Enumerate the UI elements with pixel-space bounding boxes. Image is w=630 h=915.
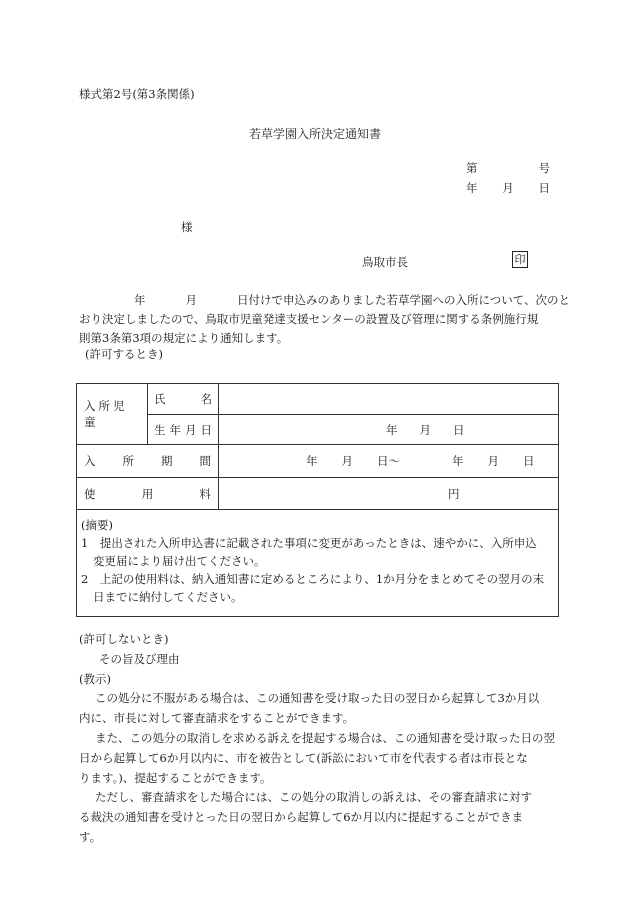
deny-heading: (許可しないとき) <box>79 632 169 646</box>
permit-heading: (許可するとき) <box>85 347 163 361</box>
table-row-birth <box>77 415 559 445</box>
birth-value-cell: 年 月 日 <box>219 415 559 445</box>
period-label-cell: 入 所 期 間 <box>77 445 219 478</box>
doc-date-day: 日 <box>538 181 550 195</box>
document-number <box>466 160 550 176</box>
addressee-suffix: 様 <box>181 220 193 234</box>
notes-heading: (摘要) <box>81 518 113 532</box>
document-date <box>466 180 550 196</box>
doc-number-suffix: 号 <box>538 161 550 175</box>
birth-label-cell: 生 年 月 日 <box>148 415 219 445</box>
deny-reason: その旨及び理由 <box>99 651 180 666</box>
instruction-p3-line-3: す。 <box>79 829 102 844</box>
table-row-fee <box>77 478 559 510</box>
notes-cell <box>77 510 559 617</box>
table-row-notes <box>77 510 559 617</box>
note-1-line-2: 変更届により届け出てください。 <box>93 554 266 568</box>
seal-mark: 印 <box>512 251 528 268</box>
doc-number-prefix: 第 <box>466 161 478 175</box>
name-value-cell <box>219 384 559 415</box>
fee-value-cell: 円 <box>219 478 559 510</box>
instruction-p2-line-1: また、この処分の取消しを求める訴えを提起する場合は、この通知書を受け取った日の翌 <box>95 730 555 745</box>
instruction-p1-line-1: この処分に不服がある場合は、この通知書を受け取った日の翌日から起算して3か月以 <box>95 691 540 706</box>
form-number: 様式第2号(第3条関係) <box>79 87 195 101</box>
doc-date-year: 年 <box>466 181 478 195</box>
instruction-heading: (教示) <box>79 671 111 686</box>
table-row-name <box>77 384 559 415</box>
name-label-cell: 氏 名 <box>148 384 219 415</box>
intro-line-1: 年 月 日付けで申込みのありました若草学園への入所について、次のと <box>134 293 571 307</box>
instruction-p2-line-3: ります。)、提起することができます。 <box>79 770 272 785</box>
note-1-line-1: 1 提出された入所申込書に記載された事項に変更があったときは、速やかに、入所申込 <box>81 536 537 550</box>
period-value-cell: 年 月 日～ 年 月 日 <box>219 445 559 478</box>
child-label-cell <box>77 384 148 445</box>
instruction-p1-line-2: 内に、市長に対して審査請求をすることができます。 <box>79 711 355 726</box>
instruction-p2-line-2: 日から起算して6か月以内に、市を被告として(訴訟において市を代表する者は市長とな <box>79 750 528 765</box>
doc-date-month: 月 <box>502 181 514 195</box>
intro-line-3: 則第3条第3項の規定により通知します。 <box>79 331 289 345</box>
permit-table <box>76 383 559 617</box>
document-title: 若草学園入所決定通知書 <box>248 127 381 141</box>
issuer-name: 鳥取市長 <box>362 255 408 269</box>
table-row-period <box>77 445 559 478</box>
note-2-line-1: 2 上記の使用料は、納入通知書に定めるところにより、1か月分をまとめてその翌月の末 <box>81 572 545 586</box>
intro-paragraph <box>79 291 571 348</box>
instruction-p3-line-1: ただし、審査請求をした場合には、この処分の取消しの訴えは、その審査請求に対す <box>95 790 532 805</box>
child-label: 入所児童 <box>84 399 128 429</box>
note-2-line-2: 日までに納付してください。 <box>93 590 243 604</box>
deny-section <box>79 630 555 848</box>
fee-label-cell: 使 用 料 <box>77 478 219 510</box>
intro-line-2: おり決定しましたので、鳥取市児童発達支援センターの設置及び管理に関する条例施行規 <box>79 312 539 326</box>
instruction-p3-line-2: る裁決の通知書を受けとった日の翌日から起算して6か月以内に提起することができま <box>79 810 524 825</box>
